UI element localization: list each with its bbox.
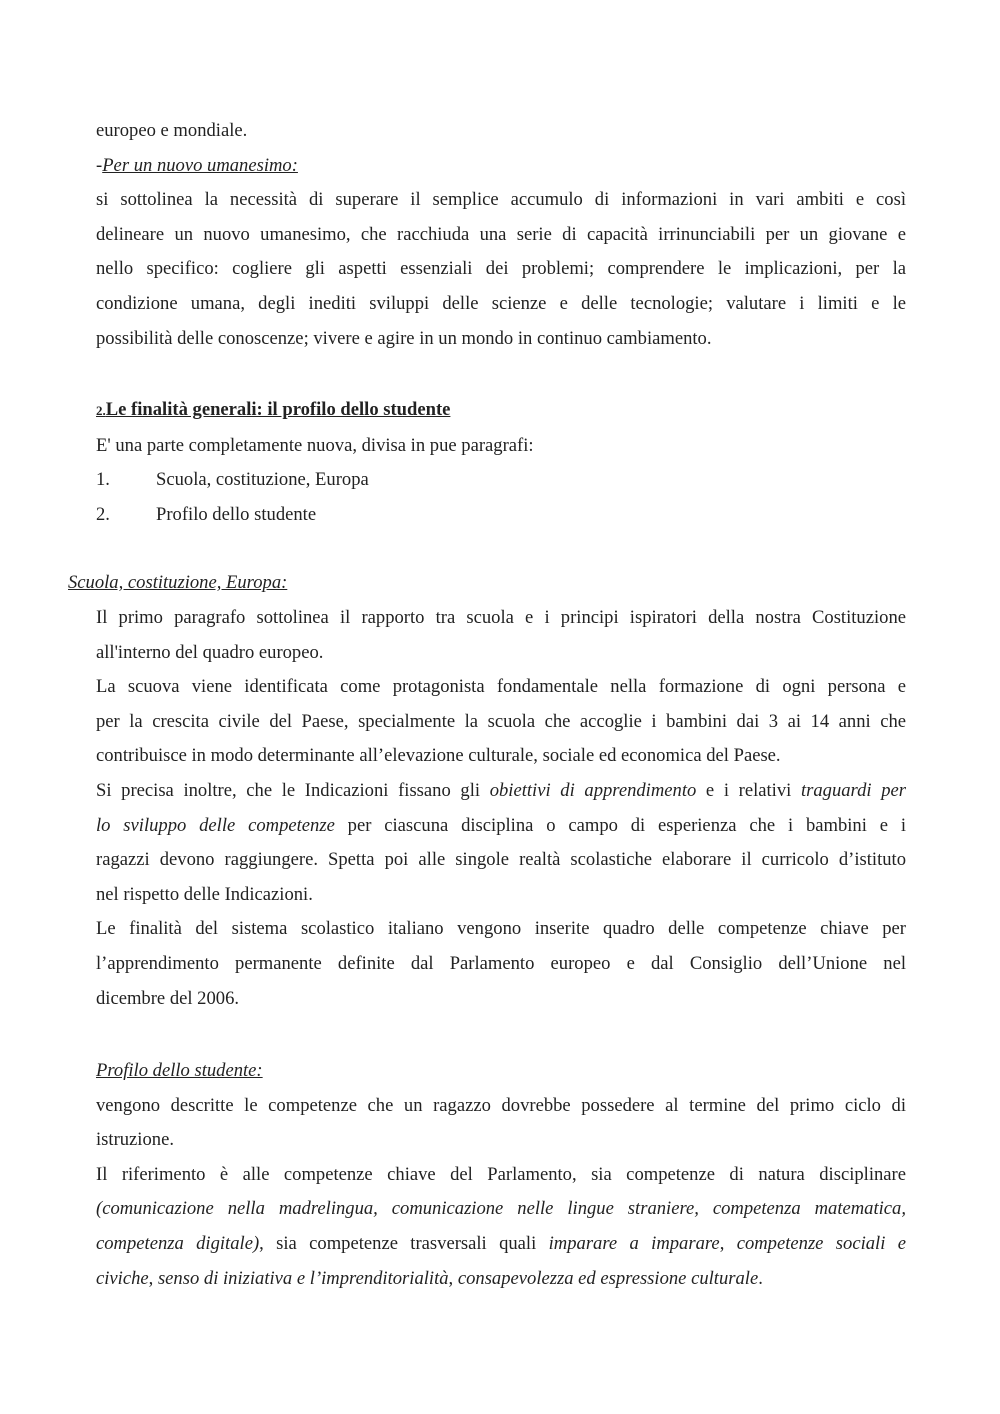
humanism-line-1: si sottolinea la necessità di superare il semplice accumulo di informazioni in vari ambiti e così	[96, 189, 906, 211]
profilo-section	[96, 1054, 906, 1296]
section-2-heading	[96, 393, 906, 429]
scuola-heading-block	[68, 566, 908, 601]
intro-line: europeo e mondiale.	[96, 120, 248, 141]
italic-run: competenza digitale)	[96, 1232, 260, 1254]
profilo-p1-line-2: istruzione.	[96, 1129, 174, 1151]
italic-run: imparare a imparare	[548, 1232, 720, 1254]
humanism-line-5: possibilità delle conoscenze; vivere e agire in un mondo in continuo cambiamento.	[96, 327, 712, 349]
humanism-title: Per un nuovo umanesimo:	[102, 154, 298, 176]
italic-run: traguardi per	[800, 779, 906, 801]
italic-run: competenze sociali e	[736, 1232, 906, 1254]
section-2	[96, 393, 906, 532]
scuola-p3-line-2	[96, 809, 906, 844]
section-2-intro: E' una parte completamente nuova, divisa in pue paragrafi:	[96, 434, 534, 456]
intro-continuation	[96, 114, 906, 356]
scuola-p2-line-3: contribuisce in modo determinante all’elevazione culturale, sociale ed economica del Paese.	[96, 745, 781, 767]
section-2-number: 2.	[96, 403, 106, 418]
list-label: Profilo dello studente	[156, 503, 317, 525]
italic-run: obiettivi di apprendimento	[489, 779, 697, 801]
text-run: ,	[448, 1267, 458, 1289]
profilo-title: Profilo dello studente:	[96, 1060, 263, 1081]
scuola-p3-line-3: ragazzi devono raggiungere. Spetta poi alle singole realtà scolastiche elaborare il curricolo d’istituto	[96, 849, 906, 871]
profilo-p1-line-1: vengono descritte le competenze che un ragazzo dovrebbe possedere al termine del primo ciclo di	[96, 1094, 906, 1116]
scuola-p3-line-4: nel rispetto delle Indicazioni.	[96, 883, 313, 905]
text-run: per ciascuna disciplina o campo di esperienza che i bambini e i	[334, 814, 906, 836]
text-run: ,	[719, 1232, 737, 1254]
scuola-p4-line-1: Le finalità del sistema scolastico italiano vengono inserite quadro delle competenze chiave per	[96, 918, 906, 940]
profilo-p2-line-1: Il riferimento è alle competenze chiave del Parlamento, sia competenze di natura disciplinare	[96, 1163, 906, 1185]
italic-run: lo sviluppo delle competenze	[96, 814, 335, 836]
profilo-p2-line-2: (comunicazione nella madrelingua, comunicazione nelle lingue straniere, competenza matematica,	[96, 1198, 906, 1220]
humanism-line-4: condizione umana, degli inediti sviluppi delle scienze e delle tecnologie; valutare i limiti e le	[96, 292, 906, 314]
section-2-list-item	[96, 498, 906, 533]
humanism-line-3: nello specifico: cogliere gli aspetti essenziali dei problemi; comprendere le implicazioni, per la	[96, 258, 906, 280]
list-number: 1.	[96, 469, 110, 491]
scuola-p4-line-2: l’apprendimento permanente definite dal Parlamento europeo e dal Consiglio dell’Unione nel	[96, 952, 906, 974]
profilo-p2-line-4	[96, 1262, 906, 1297]
scuola-title: Scuola, costituzione, Europa:	[68, 572, 288, 593]
humanism-heading	[96, 149, 906, 184]
scuola-p2-line-2: per la crescita civile del Paese, specialmente la scuola che accoglie i bambini dai 3 ai 14 anni che	[96, 710, 906, 732]
humanism-line-2: delineare un nuovo umanesimo, che racchiuda una serie di capacità irrinunciabili per un giovane e	[96, 223, 906, 245]
list-label: Scuola, costituzione, Europa	[156, 469, 369, 491]
scuola-p3-line-1	[96, 774, 906, 809]
text-run: Si precisa inoltre, che le Indicazioni fissano gli	[96, 779, 490, 801]
italic-run: civiche	[96, 1267, 149, 1289]
scuola-body	[96, 601, 906, 1016]
scuola-p2-line-1: La scuova viene identificata come protagonista fondamentale nella formazione di ogni persona e	[96, 676, 906, 698]
scuola-p4-line-3: dicembre del 2006.	[96, 987, 240, 1009]
scuola-p1-line-2: all'interno del quadro europeo.	[96, 641, 324, 663]
humanism-dash: -	[96, 154, 103, 176]
text-run: ,	[148, 1267, 158, 1289]
italic-run: senso di iniziativa e l’imprenditorialità	[157, 1267, 449, 1289]
list-number: 2.	[96, 503, 110, 525]
profilo-p2-line-3	[96, 1227, 906, 1262]
text-run: e i relativi	[696, 779, 801, 801]
scuola-p1-line-1: Il primo paragrafo sottolinea il rapporto tra scuola e i principi ispiratori della nostra Costituzione	[96, 607, 906, 628]
text-run: .	[758, 1267, 763, 1289]
section-2-list-item	[96, 463, 906, 498]
italic-run: consapevolezza ed espressione culturale	[457, 1267, 759, 1289]
text-run: , sia competenze trasversali quali	[259, 1232, 549, 1254]
section-2-title: Le finalità generali: il profilo dello studente	[105, 399, 451, 420]
